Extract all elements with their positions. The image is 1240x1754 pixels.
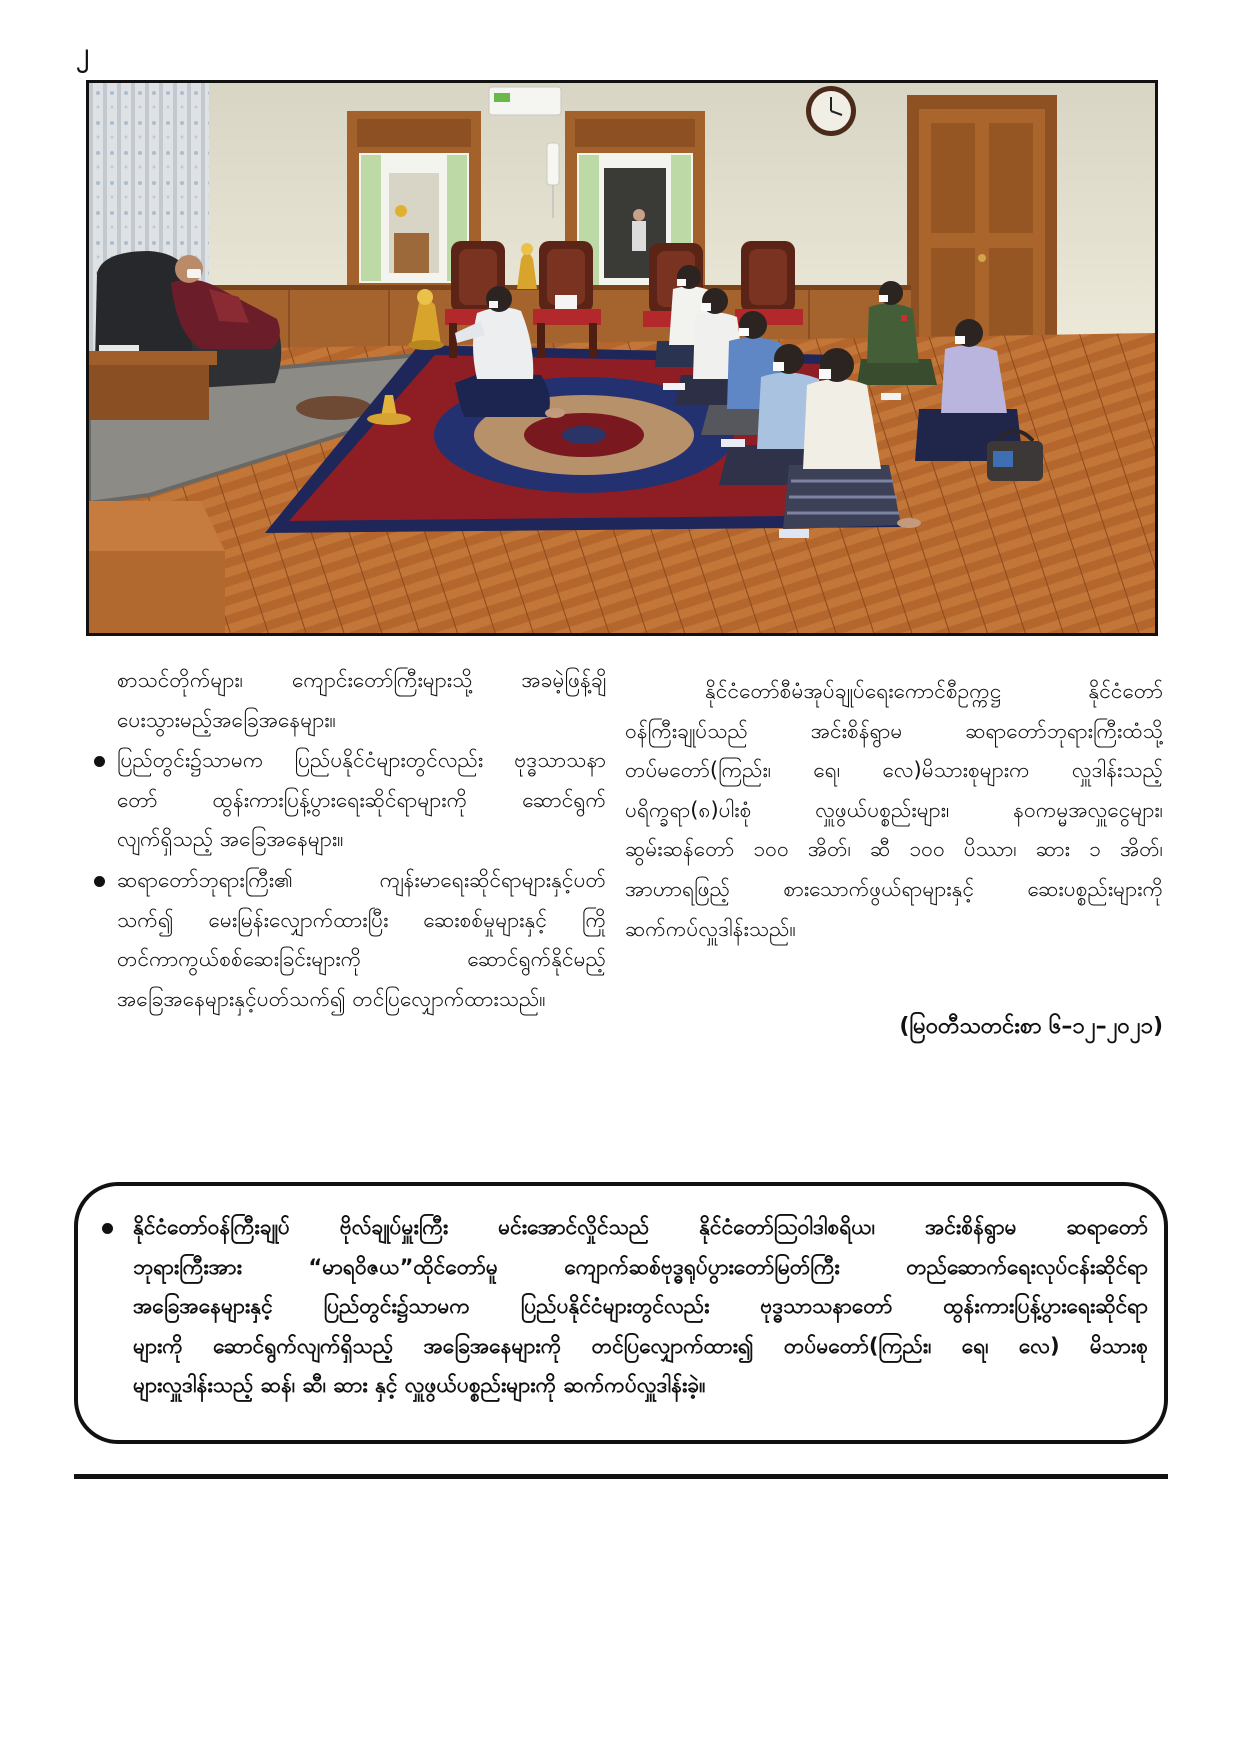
text-line: သက်၍ မေးမြန်းလျှောက်ထားပြီး ဆေးစစ်မှုများနှင့် ကြို — [117, 907, 606, 932]
page-number: ၂ — [76, 38, 89, 68]
summary-text — [133, 1208, 1148, 1406]
ornate-chair-part — [449, 323, 457, 358]
bullet-item — [95, 741, 606, 860]
attendee-part — [773, 362, 784, 371]
buddha-statue-part — [521, 243, 533, 255]
text-line: တင်ကာကွယ်စစ်ဆေးခြင်းများကို ဆောင်ရွက်နိုင်မည့် — [117, 947, 606, 972]
soldier-attendee-part — [901, 315, 907, 321]
attendee-part — [819, 369, 831, 379]
text-line: ပြည်တွင်း၌သာမက ပြည်ပနိုင်ငံများတွင်လည်း ဗုဒ္ဓသာသနာ — [117, 748, 606, 773]
monk-figure-part — [187, 269, 201, 278]
bullet-dot-icon — [94, 756, 105, 767]
ornate-chair — [735, 241, 803, 325]
wooden-door-part — [978, 254, 986, 262]
news-photo — [86, 80, 1158, 636]
text-line: ဘုရားကြီးအား “မာရဝိဇယ”ထိုင်တော်မူ ကျောက်ဆစ်ဗုဒ္ဓရုပ်ပွားတော်မြတ်ကြီး တည်ဆောက်ရေးလုပ်ငန်းဆိုင်ရာ — [133, 1254, 1148, 1279]
window-left-part — [357, 119, 471, 147]
window-right-part — [632, 221, 646, 251]
text-line: နိုင်ငံတော်ဝန်ကြီးချုပ် ဗိုလ်ချုပ်မှူးကြီး မင်းအောင်လှိုင်သည် နိုင်ငံတော်သြဝါဒါစရိယ၊ အင်းစိန်ရွာမ ဆရာတော် — [133, 1215, 1148, 1239]
window-left-part — [394, 233, 429, 273]
ornate-chair-part — [749, 249, 787, 305]
prayer-books-part — [881, 393, 901, 400]
text-line: ပေးသွားမည့်အခြေအနေများ။ — [117, 707, 336, 732]
side-table-part — [89, 351, 217, 365]
summary-box — [74, 1182, 1168, 1444]
attendee-part — [739, 328, 749, 336]
photo-scene — [89, 83, 1155, 633]
prayer-books-part — [663, 383, 685, 390]
golden-offering-part — [417, 289, 433, 305]
article-right-column — [625, 672, 1163, 949]
bullet-dot-icon — [94, 876, 105, 887]
text-line: အခြေအနေများနှင့် ပြည်တွင်း၌သာမက ပြည်ပနိုင်ငံများတွင်လည်း ဗုဒ္ဓသာသနာတော် ထွန်းကားပြန့်ပွားရေးဆိုင်ရာ — [133, 1294, 1148, 1319]
text-line: များလှူဒါန်းသည့် ဆန်၊ ဆီ၊ ဆား နှင့် လှူဖွယ်ပစ္စည်းများကို ဆက်ကပ်လှူဒါန်းခဲ့။ — [133, 1373, 706, 1398]
ornate-chair-part — [533, 309, 601, 325]
section-divider — [74, 1474, 1168, 1479]
window-left-part — [361, 155, 381, 281]
wooden-door-part — [931, 123, 975, 233]
wooden-door-part — [989, 123, 1033, 233]
text-line: တော် ထွန်းကားပြန့်ပွားရေးဆိုင်ရာများကို ဆောင်ရွက် — [117, 787, 606, 812]
text-line: များကို ဆောင်ရွက်လျက်ရှိသည့် အခြေအနေများကို တင်ပြလျှောက်ထား၍ တပ်မတော်(ကြည်း၊ ရေ၊ လေ) မိသားစု — [133, 1333, 1148, 1358]
text-line: အခြေအနေများနှင့်ပတ်သက်၍ တင်ပြလျှောက်ထားသည်။ — [117, 986, 546, 1011]
text-line: နိုင်ငံတော်စီမံအုပ်ချုပ်ရေးကောင်စီဥက္ကဋ္ဌ နိုင်ငံတော် — [705, 679, 1163, 703]
side-table-part — [89, 365, 209, 420]
side-table-part — [99, 345, 139, 351]
prayer-books-part — [721, 439, 745, 447]
oriental-carpet-part — [562, 426, 606, 444]
text-line: စာသင်တိုက်များ၊ ကျောင်းတော်ကြီးများသို့ အခမဲ့ဖြန့်ချိ — [117, 668, 606, 692]
soldier-attendee-part — [867, 303, 919, 363]
ornate-chair-part — [537, 323, 545, 358]
wooden-bench — [89, 501, 225, 633]
ornate-chair-part — [589, 323, 597, 358]
gold-bowl-part — [367, 413, 411, 425]
attendee-part — [955, 336, 965, 344]
water-heater-part — [547, 143, 559, 185]
text-line: လျက်ရှိသည့် အခြေအနေများ။ — [117, 827, 344, 852]
window-right-part — [633, 209, 645, 221]
handbag-part — [993, 451, 1013, 467]
side-table — [89, 345, 217, 420]
kneeling-minister-part — [455, 373, 550, 417]
soldier-attendee-part — [879, 295, 888, 302]
ornate-chair-part — [555, 295, 577, 309]
text-line: ဆရာတော်ဘုရားကြီး၏ ကျန်းမာရေးဆိုင်ရာများနှင့်ပတ် — [117, 867, 606, 892]
window-left-part — [395, 205, 407, 217]
text-line: ဝန်ကြီးချုပ်သည် အင်းစိန်ရွာမ ဆရာတော်ဘုရားကြီးထံသို့ — [625, 718, 1163, 743]
kneeling-minister-part — [545, 408, 565, 418]
attendee-part — [941, 345, 1007, 413]
golden-offering-part — [408, 340, 444, 350]
attendee-part — [677, 279, 686, 286]
wall-clock — [806, 86, 856, 136]
text-line: တပ်မတော်(ကြည်း၊ ရေ၊ လေ)မိသားစုများက လှူဒါန်းသည့် — [625, 758, 1163, 783]
air-conditioner-part — [494, 93, 510, 102]
text-line: ဆွမ်းဆန်တော် ၁၀၀ အိတ်၊ ဆီ ၁၀၀ ပိဿာ၊ ဆား ၁ အိတ်၊ — [625, 837, 1163, 862]
kneeling-minister-part — [489, 301, 498, 308]
article-left-column — [95, 661, 606, 1019]
kneeling-minister-part — [486, 286, 512, 312]
bullet-item — [95, 861, 606, 1019]
text-line: ပရိက္ခရာ(၈)ပါးစုံ လှူဖွယ်ပစ္စည်းများ၊ နဝကမ္မအလှူငွေများ၊ — [625, 797, 1163, 822]
attendee-part — [701, 303, 711, 311]
air-conditioner — [489, 87, 561, 115]
text-line: အာဟာရဖြည့် စားသောက်ဖွယ်ရာများနှင့် ဆေးပစ္စည်းများကို — [625, 876, 1163, 901]
prayer-books-part — [779, 529, 809, 538]
news-source-citation: (မြဝတီသတင်းစာ ၆–၁၂–၂၀၂၁) — [899, 1014, 1163, 1039]
continuation-paragraph — [95, 661, 606, 740]
text-line: ဆက်ကပ်လှူဒါန်းသည်။ — [625, 916, 796, 941]
attendee-part — [897, 518, 921, 528]
bullet-dot-icon — [102, 1223, 113, 1234]
window-right-part — [575, 119, 695, 147]
